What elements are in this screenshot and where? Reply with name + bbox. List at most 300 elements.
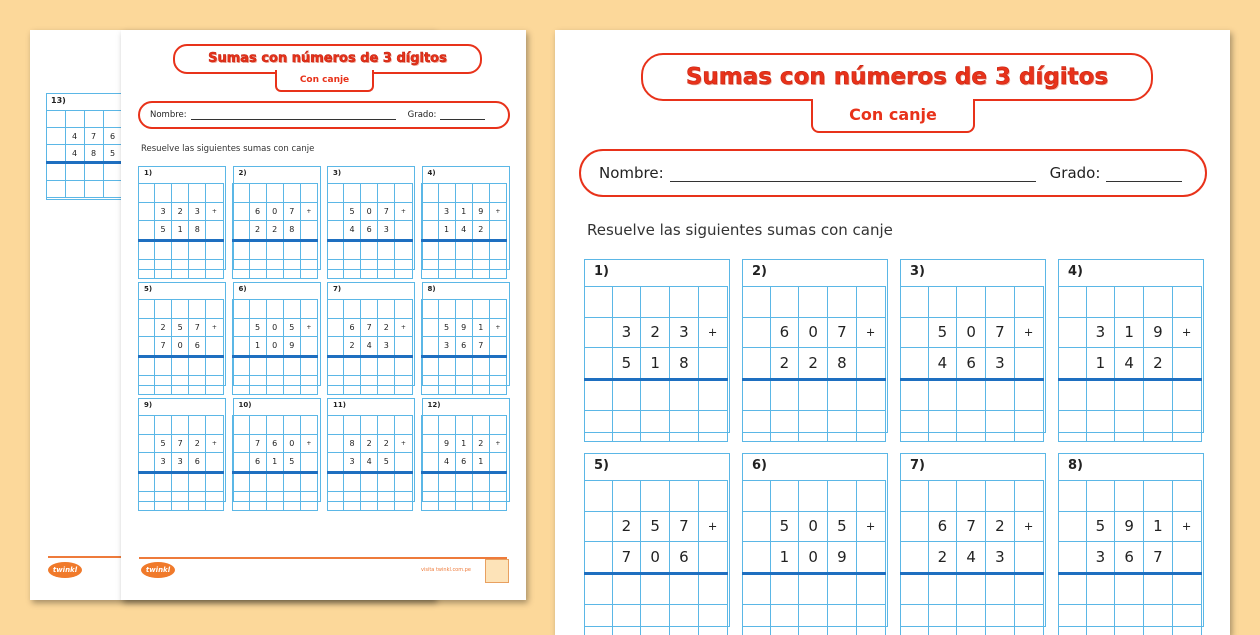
digit-cell[interactable] xyxy=(612,605,641,635)
digit-cell xyxy=(422,202,439,221)
grade-line[interactable] xyxy=(1106,165,1182,182)
digit-cell[interactable] xyxy=(1172,605,1201,635)
digit-cell[interactable] xyxy=(327,492,344,511)
digit-cell[interactable] xyxy=(1115,379,1144,411)
digit-cell: 7 xyxy=(84,128,103,145)
digit-cell[interactable] xyxy=(957,379,986,411)
digit-cell[interactable] xyxy=(957,573,986,605)
plus-sign: + xyxy=(856,511,885,542)
digit-cell: 7 xyxy=(986,317,1015,348)
digit-cell xyxy=(422,416,439,435)
digit-cell[interactable] xyxy=(957,605,986,635)
digit-cell xyxy=(327,202,344,221)
digit-cell: 5 xyxy=(641,511,670,542)
digit-cell[interactable] xyxy=(957,411,986,442)
digit-cell xyxy=(249,184,266,203)
digit-cell[interactable] xyxy=(455,240,472,260)
digit-cell xyxy=(1014,542,1043,574)
digit-cell[interactable] xyxy=(327,260,344,279)
digit-cell xyxy=(698,481,727,512)
digit-cell xyxy=(395,337,412,357)
digit-cell: 0 xyxy=(799,511,828,542)
plus-sign: + xyxy=(1172,511,1201,542)
worksheet-title: Sumas con números de 3 dígitos xyxy=(641,53,1153,101)
digit-cell[interactable] xyxy=(670,411,699,442)
digit-cell xyxy=(472,300,489,319)
digit-cell[interactable] xyxy=(698,573,727,605)
digit-cell[interactable] xyxy=(249,260,266,279)
digit-cell[interactable] xyxy=(698,379,727,411)
digit-cell[interactable] xyxy=(438,356,455,376)
digit-cell: 5 xyxy=(612,348,641,380)
digit-cell[interactable] xyxy=(612,573,641,605)
digit-cell[interactable] xyxy=(1115,573,1144,605)
digit-cell[interactable] xyxy=(395,472,412,492)
digit-cell[interactable] xyxy=(489,492,506,511)
digit-cell[interactable] xyxy=(828,573,857,605)
digit-cell[interactable] xyxy=(266,376,283,395)
digit-cell[interactable] xyxy=(1144,379,1173,411)
digit-cell[interactable] xyxy=(172,492,189,511)
digit-cell[interactable] xyxy=(283,492,300,511)
digit-cell[interactable] xyxy=(206,356,223,376)
digit-cell[interactable] xyxy=(138,356,155,376)
digit-cell[interactable] xyxy=(900,411,928,442)
digit-cell[interactable] xyxy=(327,240,344,260)
digit-cell[interactable] xyxy=(986,573,1015,605)
digit-cell[interactable] xyxy=(206,260,223,279)
digit-cell xyxy=(828,287,857,318)
digit-cell[interactable] xyxy=(361,240,378,260)
digit-cell: 1 xyxy=(641,348,670,380)
digit-cell[interactable] xyxy=(378,472,395,492)
digit-cell[interactable] xyxy=(455,260,472,279)
digit-cell[interactable] xyxy=(233,492,250,511)
digit-cell: 2 xyxy=(799,348,828,380)
digit-cell[interactable] xyxy=(155,356,172,376)
digit-cell[interactable] xyxy=(422,472,439,492)
digit-cell[interactable] xyxy=(233,472,250,492)
digit-cell[interactable] xyxy=(189,472,206,492)
digit-cell[interactable] xyxy=(344,240,361,260)
digit-cell[interactable] xyxy=(1172,379,1201,411)
digit-cell[interactable] xyxy=(1058,411,1086,442)
digit-cell[interactable] xyxy=(172,472,189,492)
digit-cell: 6 xyxy=(189,453,206,473)
digit-cell[interactable] xyxy=(266,240,283,260)
digit-cell: 5 xyxy=(155,434,172,453)
digit-cell[interactable] xyxy=(584,379,612,411)
digit-cell[interactable] xyxy=(455,376,472,395)
digit-cell: 1 xyxy=(472,453,489,473)
digit-cell xyxy=(1172,287,1201,318)
plus-sign: + xyxy=(489,318,506,337)
digit-cell[interactable] xyxy=(856,605,885,635)
digit-cell[interactable] xyxy=(612,411,641,442)
digit-cell: 9 xyxy=(438,434,455,453)
digit-cell[interactable] xyxy=(472,240,489,260)
digit-cell[interactable] xyxy=(283,356,300,376)
problem-card xyxy=(422,282,510,386)
digit-cell[interactable] xyxy=(344,492,361,511)
digit-cell[interactable] xyxy=(138,472,155,492)
digit-cell[interactable] xyxy=(928,573,957,605)
digit-cell[interactable] xyxy=(472,356,489,376)
digit-cell[interactable] xyxy=(438,472,455,492)
digit-cell[interactable] xyxy=(378,356,395,376)
digit-cell: 7 xyxy=(472,337,489,357)
digit-cell[interactable] xyxy=(1172,411,1201,442)
digit-cell[interactable] xyxy=(300,356,317,376)
digit-cell[interactable] xyxy=(670,379,699,411)
digit-cell[interactable] xyxy=(233,356,250,376)
digit-cell[interactable] xyxy=(986,379,1015,411)
digit-cell[interactable] xyxy=(472,472,489,492)
problem-number: 6) xyxy=(238,285,247,293)
digit-cell[interactable] xyxy=(206,240,223,260)
digit-cell[interactable] xyxy=(395,492,412,511)
digit-cell[interactable] xyxy=(742,411,770,442)
digit-cell[interactable] xyxy=(489,260,506,279)
worksheet-page-small xyxy=(121,30,526,600)
digit-cell[interactable] xyxy=(344,356,361,376)
digit-cell[interactable] xyxy=(1058,605,1086,635)
digit-cell[interactable] xyxy=(138,492,155,511)
digit-cell xyxy=(422,453,439,473)
digit-cell[interactable] xyxy=(327,472,344,492)
digit-cell[interactable] xyxy=(670,573,699,605)
digit-cell xyxy=(856,481,885,512)
digit-cell[interactable] xyxy=(155,376,172,395)
digit-cell[interactable] xyxy=(266,472,283,492)
digit-cell[interactable] xyxy=(138,260,155,279)
digit-cell xyxy=(1115,287,1144,318)
digit-cell[interactable] xyxy=(799,573,828,605)
digit-cell[interactable] xyxy=(344,260,361,279)
digit-cell[interactable] xyxy=(472,492,489,511)
digit-cell xyxy=(422,184,439,203)
digit-cell: 5 xyxy=(344,202,361,221)
digit-cell[interactable] xyxy=(670,605,699,635)
digit-cell xyxy=(172,184,189,203)
name-line[interactable] xyxy=(191,110,396,120)
digit-cell[interactable] xyxy=(698,411,727,442)
digit-cell[interactable] xyxy=(641,411,670,442)
digit-cell[interactable] xyxy=(641,605,670,635)
digit-cell[interactable] xyxy=(172,376,189,395)
digit-cell: 1 xyxy=(172,221,189,241)
digit-cell[interactable] xyxy=(395,376,412,395)
digit-cell[interactable] xyxy=(249,240,266,260)
digit-cell xyxy=(489,416,506,435)
digit-cell[interactable] xyxy=(1172,573,1201,605)
worksheet-subtitle: Con canje xyxy=(275,70,374,92)
digit-cell: 6 xyxy=(670,542,699,574)
problem-number: 7) xyxy=(333,285,342,293)
plus-sign: + xyxy=(856,317,885,348)
digit-cell: 0 xyxy=(266,318,283,337)
digit-cell[interactable] xyxy=(1115,605,1144,635)
digit-cell[interactable] xyxy=(1144,411,1173,442)
digit-cell[interactable] xyxy=(799,605,828,635)
digit-cell[interactable] xyxy=(395,356,412,376)
digit-cell[interactable] xyxy=(770,573,799,605)
digit-cell[interactable] xyxy=(138,240,155,260)
digit-cell[interactable] xyxy=(856,411,885,442)
digit-cell[interactable] xyxy=(641,573,670,605)
digit-cell[interactable] xyxy=(900,379,928,411)
digit-cell[interactable] xyxy=(1014,573,1043,605)
digit-cell[interactable] xyxy=(612,379,641,411)
addition-grid xyxy=(742,480,886,635)
name-label: Nombre: xyxy=(599,164,664,182)
digit-cell[interactable] xyxy=(283,472,300,492)
digit-cell[interactable] xyxy=(928,379,957,411)
digit-cell[interactable] xyxy=(489,240,506,260)
digit-cell[interactable] xyxy=(1086,573,1115,605)
digit-cell xyxy=(900,317,928,348)
digit-cell[interactable] xyxy=(422,260,439,279)
digit-cell[interactable] xyxy=(361,260,378,279)
digit-cell xyxy=(1172,481,1201,512)
digit-cell[interactable] xyxy=(422,492,439,511)
digit-cell[interactable] xyxy=(698,605,727,635)
digit-cell[interactable] xyxy=(472,376,489,395)
digit-cell[interactable] xyxy=(828,605,857,635)
name-grade-box xyxy=(579,149,1207,197)
digit-cell[interactable] xyxy=(361,356,378,376)
digit-cell[interactable] xyxy=(189,492,206,511)
digit-cell[interactable] xyxy=(641,379,670,411)
digit-cell: 0 xyxy=(172,337,189,357)
digit-cell[interactable] xyxy=(489,376,506,395)
digit-cell[interactable] xyxy=(584,605,612,635)
digit-cell[interactable] xyxy=(799,411,828,442)
digit-cell[interactable] xyxy=(300,492,317,511)
digit-cell[interactable] xyxy=(455,356,472,376)
digit-cell[interactable] xyxy=(1144,605,1173,635)
digit-cell[interactable] xyxy=(172,260,189,279)
digit-cell: 2 xyxy=(1144,348,1173,380)
name-line[interactable] xyxy=(670,165,1036,182)
digit-cell[interactable] xyxy=(249,472,266,492)
digit-cell[interactable] xyxy=(189,260,206,279)
digit-cell xyxy=(395,416,412,435)
digit-cell[interactable] xyxy=(1058,379,1086,411)
digit-cell[interactable] xyxy=(344,376,361,395)
digit-cell: 4 xyxy=(1115,348,1144,380)
digit-cell[interactable] xyxy=(327,376,344,395)
digit-cell[interactable] xyxy=(1086,411,1115,442)
digit-cell[interactable] xyxy=(1115,411,1144,442)
digit-cell[interactable] xyxy=(584,573,612,605)
digit-cell[interactable] xyxy=(1086,605,1115,635)
digit-cell xyxy=(249,416,266,435)
digit-cell xyxy=(1058,542,1086,574)
digit-cell: 2 xyxy=(472,434,489,453)
digit-cell[interactable] xyxy=(155,240,172,260)
digit-cell[interactable] xyxy=(1014,605,1043,635)
digit-cell[interactable] xyxy=(249,492,266,511)
digit-cell[interactable] xyxy=(828,379,857,411)
digit-cell: 9 xyxy=(455,318,472,337)
digit-cell[interactable] xyxy=(422,356,439,376)
digit-cell[interactable] xyxy=(742,605,770,635)
digit-cell xyxy=(344,416,361,435)
digit-cell: 0 xyxy=(799,542,828,574)
digit-cell[interactable] xyxy=(378,492,395,511)
digit-cell[interactable] xyxy=(1144,573,1173,605)
digit-cell xyxy=(283,416,300,435)
digit-cell[interactable] xyxy=(438,376,455,395)
digit-cell: 7 xyxy=(828,317,857,348)
digit-cell[interactable] xyxy=(249,376,266,395)
digit-cell xyxy=(1086,287,1115,318)
digit-cell[interactable] xyxy=(900,573,928,605)
digit-cell[interactable] xyxy=(266,492,283,511)
digit-cell[interactable] xyxy=(300,260,317,279)
digit-cell[interactable] xyxy=(986,411,1015,442)
digit-cell[interactable] xyxy=(742,379,770,411)
digit-cell[interactable] xyxy=(206,492,223,511)
digit-cell xyxy=(46,128,65,145)
digit-cell xyxy=(327,337,344,357)
digit-cell[interactable] xyxy=(395,260,412,279)
digit-cell[interactable] xyxy=(1086,379,1115,411)
digit-cell xyxy=(233,184,250,203)
digit-cell xyxy=(1115,481,1144,512)
digit-cell[interactable] xyxy=(283,376,300,395)
digit-cell[interactable] xyxy=(189,376,206,395)
digit-cell: 9 xyxy=(1144,317,1173,348)
digit-cell[interactable] xyxy=(928,411,957,442)
digit-cell[interactable] xyxy=(770,605,799,635)
problem-number: 4) xyxy=(427,169,436,177)
digit-cell[interactable] xyxy=(189,240,206,260)
digit-cell: 3 xyxy=(438,202,455,221)
digit-cell[interactable] xyxy=(249,356,266,376)
digit-cell[interactable] xyxy=(472,260,489,279)
digit-cell[interactable] xyxy=(1014,379,1043,411)
digit-cell xyxy=(84,163,103,181)
digit-cell xyxy=(957,481,986,512)
digit-cell[interactable] xyxy=(233,240,250,260)
digit-cell[interactable] xyxy=(422,240,439,260)
digit-cell: 6 xyxy=(361,221,378,241)
digit-cell[interactable] xyxy=(438,240,455,260)
addition-grid xyxy=(421,299,507,395)
digit-cell[interactable] xyxy=(138,376,155,395)
digit-cell[interactable] xyxy=(1058,573,1086,605)
digit-cell[interactable] xyxy=(438,492,455,511)
digit-cell xyxy=(584,287,612,318)
digit-cell: 3 xyxy=(612,317,641,348)
grade-label: Grado: xyxy=(1049,164,1101,182)
digit-cell[interactable] xyxy=(422,376,439,395)
digit-cell[interactable] xyxy=(266,356,283,376)
digit-cell: 6 xyxy=(957,348,986,380)
digit-cell[interactable] xyxy=(189,356,206,376)
digit-cell[interactable] xyxy=(770,379,799,411)
digit-cell[interactable] xyxy=(266,260,283,279)
addition-grid xyxy=(1058,480,1202,635)
digit-cell[interactable] xyxy=(206,472,223,492)
digit-cell[interactable] xyxy=(361,376,378,395)
digit-cell[interactable] xyxy=(742,573,770,605)
digit-cell[interactable] xyxy=(155,492,172,511)
digit-cell[interactable] xyxy=(283,240,300,260)
digit-cell[interactable] xyxy=(233,376,250,395)
digit-cell[interactable] xyxy=(155,260,172,279)
digit-cell[interactable] xyxy=(395,240,412,260)
digit-cell xyxy=(361,184,378,203)
digit-cell xyxy=(856,542,885,574)
digit-cell[interactable] xyxy=(455,472,472,492)
digit-cell[interactable] xyxy=(1014,411,1043,442)
digit-cell[interactable] xyxy=(172,240,189,260)
digit-cell[interactable] xyxy=(361,472,378,492)
digit-cell[interactable] xyxy=(361,492,378,511)
digit-cell[interactable] xyxy=(438,260,455,279)
digit-cell[interactable] xyxy=(378,260,395,279)
digit-cell[interactable] xyxy=(327,356,344,376)
digit-cell[interactable] xyxy=(928,605,957,635)
digit-cell[interactable] xyxy=(206,376,223,395)
digit-cell[interactable] xyxy=(300,472,317,492)
digit-cell xyxy=(455,416,472,435)
digit-cell: 3 xyxy=(670,317,699,348)
digit-cell: 5 xyxy=(378,453,395,473)
digit-cell[interactable] xyxy=(770,411,799,442)
digit-cell[interactable] xyxy=(300,376,317,395)
digit-cell: 2 xyxy=(172,202,189,221)
digit-cell[interactable] xyxy=(489,472,506,492)
digit-cell xyxy=(957,287,986,318)
problem-card xyxy=(233,282,321,386)
digit-cell[interactable] xyxy=(283,260,300,279)
digit-cell[interactable] xyxy=(489,356,506,376)
addition-grid xyxy=(327,299,413,395)
digit-cell[interactable] xyxy=(300,240,317,260)
digit-cell xyxy=(138,202,155,221)
digit-cell[interactable] xyxy=(378,376,395,395)
digit-cell[interactable] xyxy=(584,411,612,442)
digit-cell xyxy=(344,184,361,203)
digit-cell: 5 xyxy=(103,145,122,163)
digit-cell xyxy=(378,416,395,435)
digit-cell xyxy=(84,111,103,128)
digit-cell[interactable] xyxy=(799,379,828,411)
digit-cell[interactable] xyxy=(856,573,885,605)
digit-cell[interactable] xyxy=(856,379,885,411)
digit-cell: 4 xyxy=(361,337,378,357)
grade-line[interactable] xyxy=(440,110,485,120)
plus-sign: + xyxy=(1014,317,1043,348)
digit-cell[interactable] xyxy=(986,605,1015,635)
digit-cell[interactable] xyxy=(900,605,928,635)
digit-cell[interactable] xyxy=(378,240,395,260)
digit-cell[interactable] xyxy=(455,492,472,511)
digit-cell[interactable] xyxy=(155,472,172,492)
digit-cell[interactable] xyxy=(233,260,250,279)
plus-sign: + xyxy=(395,318,412,337)
digit-cell[interactable] xyxy=(172,356,189,376)
addition-grid xyxy=(421,415,507,511)
problem-number: 13) xyxy=(51,96,66,105)
digit-cell[interactable] xyxy=(828,411,857,442)
digit-cell xyxy=(233,318,250,337)
digit-cell[interactable] xyxy=(344,472,361,492)
